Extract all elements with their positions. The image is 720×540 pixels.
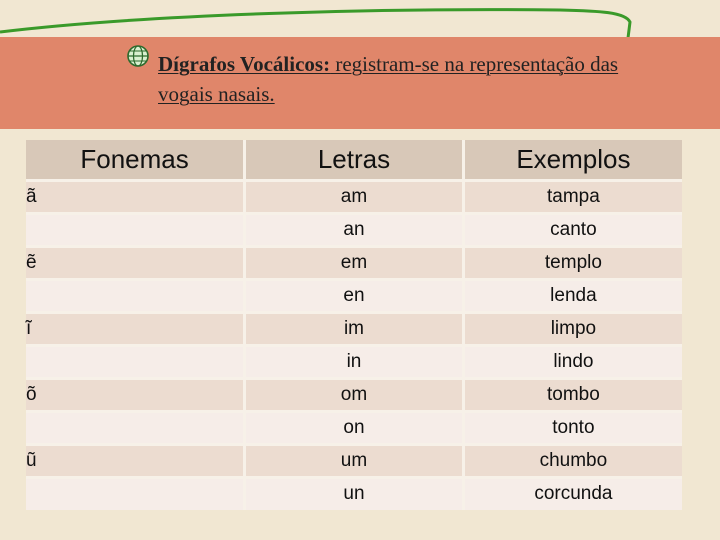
cell-exemplo: lenda: [463, 279, 682, 312]
header-letras: Letras: [245, 140, 464, 180]
table-row: [26, 444, 682, 477]
cell-exemplo: limpo: [463, 312, 682, 345]
header-exemplos: Exemplos: [463, 140, 682, 180]
cell-letras: am: [245, 180, 464, 213]
cell-fonema: [26, 411, 245, 444]
globe-bullet-icon: [126, 44, 150, 68]
cell-fonema: [26, 477, 245, 510]
cell-letras: em: [245, 246, 464, 279]
cell-fonema: ũ: [26, 444, 245, 477]
table-header-row: [26, 140, 682, 180]
cell-fonema: õ: [26, 378, 245, 411]
table-row: [26, 246, 682, 279]
cell-exemplo: tampa: [463, 180, 682, 213]
cell-exemplo: tombo: [463, 378, 682, 411]
slide-title: [158, 49, 678, 109]
cell-letras: um: [245, 444, 464, 477]
cell-letras: on: [245, 411, 464, 444]
table-row: [26, 180, 682, 213]
title-rest: registram-se na representação das vogais nasais.: [158, 52, 619, 106]
table-row: [26, 345, 682, 378]
cell-letras: en: [245, 279, 464, 312]
cell-exemplo: canto: [463, 213, 682, 246]
green-arc-line: [0, 10, 630, 38]
cell-fonema: [26, 213, 245, 246]
cell-exemplo: tonto: [463, 411, 682, 444]
cell-fonema: [26, 345, 245, 378]
cell-fonema: [26, 279, 245, 312]
cell-fonema: ĩ: [26, 312, 245, 345]
table-row: [26, 213, 682, 246]
cell-exemplo: lindo: [463, 345, 682, 378]
cell-fonema: ẽ: [26, 246, 245, 279]
cell-letras: im: [245, 312, 464, 345]
cell-letras: in: [245, 345, 464, 378]
header-fonemas: Fonemas: [26, 140, 245, 180]
digraphs-table: [26, 140, 682, 510]
cell-exemplo: chumbo: [463, 444, 682, 477]
cell-letras: om: [245, 378, 464, 411]
title-bold: Dígrafos Vocálicos:: [158, 52, 331, 76]
table-row: [26, 477, 682, 510]
table-row: [26, 378, 682, 411]
cell-letras: un: [245, 477, 464, 510]
table-row: [26, 279, 682, 312]
table-row: [26, 411, 682, 444]
cell-letras: an: [245, 213, 464, 246]
cell-fonema: ã: [26, 180, 245, 213]
cell-exemplo: templo: [463, 246, 682, 279]
cell-exemplo: corcunda: [463, 477, 682, 510]
table-row: [26, 312, 682, 345]
